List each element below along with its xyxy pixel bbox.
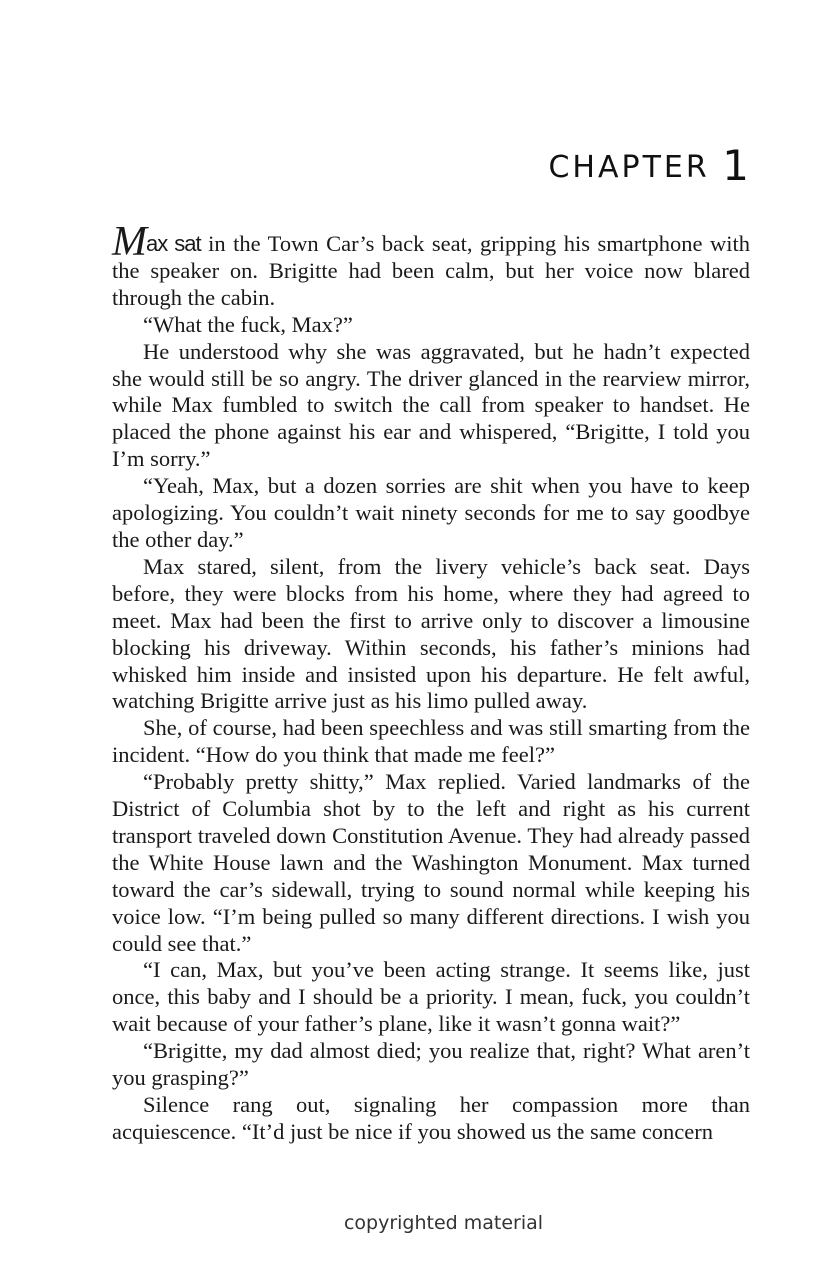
paragraph: Silence rang out, signaling her compassion more than acquiescence. “It’d just be nice if you showed us the same concern bbox=[112, 1092, 750, 1144]
paragraph: Max stared, silent, from the livery vehicle’s back seat. Days before, they were blocks from his home, where they had agreed to meet. Max had been the first to arrive only to discover a limousine blocking his driveway. Within seconds, his father’s minions had whisked him inside and insisted upon his departure. He felt awful, watching Brigitte arrive just as his limo pulled away. bbox=[112, 553, 750, 714]
paragraph: “What the fuck, Max?” bbox=[143, 311, 353, 337]
paragraph: “I can, Max, but you’ve been acting strange. It seems like, just once, this baby and I should be a priority. I mean, fuck, you couldn’t wait because of your father’s plane, like it wasn’t gonna wait?” bbox=[112, 957, 750, 1037]
chapter-label: CHAPTER bbox=[548, 150, 710, 185]
opening-paragraph bbox=[112, 219, 750, 312]
paragraph: She, of course, had been speechless and was still smarting from the incident. “How do you think that made me feel?” bbox=[112, 715, 750, 768]
paragraph: “Brigitte, my dad almost died; you realize that, right? What aren’t you grasping?” bbox=[112, 1038, 750, 1091]
paragraph: He understood why she was aggravated, but he hadn’t expected she would still be so angry. The driver glanced in the rearview mirror, while Max fumbled to switch the call from speaker to handset. He placed the phone against his ear and whispered, “Brigitte, I told you I’m sorry.” bbox=[112, 338, 750, 472]
opening-text: in the Town Car’s back seat, gripping his smartphone with the speaker on. Brigitte had been calm, but her voice now blared through the cabin. bbox=[112, 231, 750, 310]
paragraph: “Yeah, Max, but a dozen sorries are shit when you have to keep apologizing. You couldn’t wait ninety seconds for me to say goodbye the other day.” bbox=[112, 473, 750, 552]
drop-cap: M bbox=[112, 219, 146, 265]
chapter-body bbox=[112, 219, 750, 1146]
chapter-heading bbox=[548, 138, 749, 190]
chapter-number: 1 bbox=[722, 141, 749, 190]
page-footer: copyrighted material bbox=[343, 1212, 544, 1234]
lead-in-words: ax sat bbox=[146, 231, 201, 256]
paragraph: “Probably pretty shitty,” Max replied. Varied landmarks of the District of Columbia shot by to the left and right as his current transport traveled down Constitution Avenue. They had already passed the White House lawn and the Washington Monument. Max turned toward the car’s sidewall, trying to sound normal while keeping his voice low. “I’m being pulled so many different directions. I wish you could see that.” bbox=[112, 769, 750, 956]
